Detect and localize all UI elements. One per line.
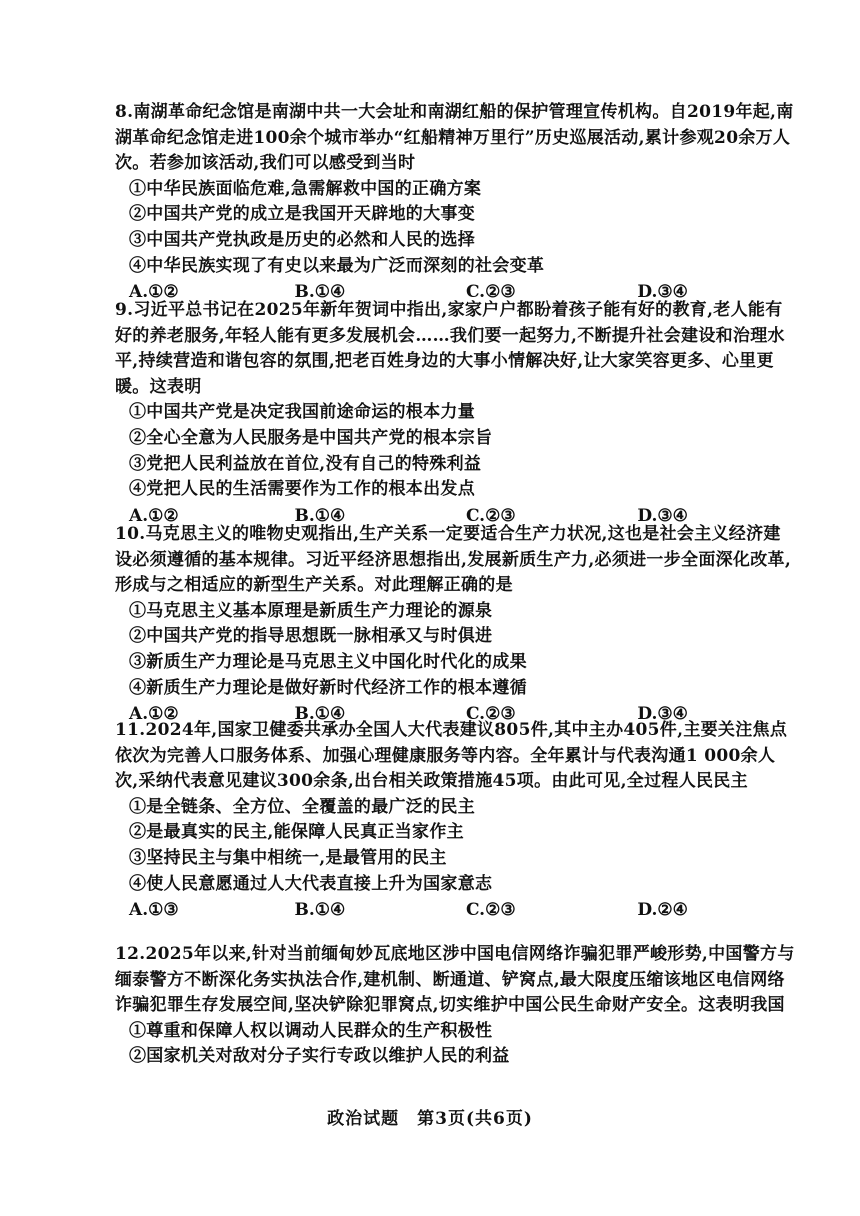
option-1: ①是全链条、全方位、全覆盖的最广泛的民主 xyxy=(129,796,475,817)
choice-d: D.②④ xyxy=(637,900,688,921)
question-10 xyxy=(115,522,795,727)
question-stem: 12.2025年以来,针对当前缅甸妙瓦底地区涉中国电信网络诈骗犯罪严峻形势,中国警方与缅泰警方不断深化务实执法合作,建机制、断通道、铲窝点,最大限度压缩该地区电信网络诈骗犯罪生存发展空间,坚决铲除犯罪窝点,切实维护中国公民生命财产安全。这表明我国 xyxy=(115,944,795,1016)
option-2: ②中国共产党的成立是我国开天辟地的大事变 xyxy=(129,204,475,225)
question-9 xyxy=(115,298,795,529)
choice-a: A.①③ xyxy=(129,900,179,921)
question-11 xyxy=(115,718,795,923)
choice-b: B.①④ xyxy=(294,900,346,921)
question-stem: 11.2024年,国家卫健委共承办全国人大代表建议805件,其中主办405件,主要关注焦点依次为完善人口服务体系、加强心理健康服务等内容。全年累计与代表沟通1 000余人次,采纳代表意见建议300余条,出台相关政策措施45项。由此可见,全过程人民民主 xyxy=(115,720,788,792)
question-12 xyxy=(115,942,795,1070)
option-4: ④新质生产力理论是做好新时代经济工作的根本遵循 xyxy=(129,677,527,698)
option-2: ②全心全意为人民服务是中国共产党的根本宗旨 xyxy=(129,427,493,448)
choice-d: D.③④ xyxy=(637,282,688,303)
choice-c: C.②③ xyxy=(465,900,516,921)
option-1: ①马克思主义基本原理是新质生产力理论的源泉 xyxy=(129,600,493,621)
choice-c: C.②③ xyxy=(465,704,516,725)
option-2: ②中国共产党的指导思想既一脉相承又与时俱进 xyxy=(129,626,493,647)
choice-a: A.①② xyxy=(129,282,179,303)
choice-b: B.①④ xyxy=(294,505,346,526)
option-4: ④中华民族实现了有史以来最为广泛而深刻的社会变革 xyxy=(129,255,545,276)
question-stem: 8.南湖革命纪念馆是南湖中共一大会址和南湖红船的保护管理宣传机构。自2019年起,南湖革命纪念馆走进100余个城市举办“红船精神万里行”历史巡展活动,累计参观20余万人次。若参加该活动,我们可以感受到当时 xyxy=(115,102,794,174)
option-2: ②国家机关对敌对分子实行专政以维护人民的利益 xyxy=(129,1046,510,1067)
choice-a: A.①② xyxy=(129,704,179,725)
option-1: ①中国共产党是决定我国前途命运的根本力量 xyxy=(129,402,475,423)
choice-d: D.③④ xyxy=(637,505,688,526)
option-4: ④党把人民的生活需要作为工作的根本出发点 xyxy=(129,479,475,500)
option-3: ③新质生产力理论是马克思主义中国化时代化的成果 xyxy=(129,651,527,672)
option-2: ②是最真实的民主,能保障人民真正当家作主 xyxy=(129,822,464,843)
question-stem: 10.马克思主义的唯物史观指出,生产关系一定要适合生产力状况,这也是社会主义经济建设必须遵循的基本规律。习近平经济思想指出,发展新质生产力,必须进一步全面深化改革,形成与之相适应的新型生产关系。对此理解正确的是 xyxy=(115,524,792,596)
option-3: ③中国共产党执政是历史的必然和人民的选择 xyxy=(129,229,475,250)
option-3: ③党把人民利益放在首位,没有自己的特殊利益 xyxy=(129,453,482,474)
question-stem: 9.习近平总书记在2025年新年贺词中指出,家家户户都盼着孩子能有好的教育,老人能有好的养老服务,年轻人能有更多发展机会……我们要一起努力,不断提升社会建设和治理水平,持续营造和谐包容的氛围,把老百姓身边的大事小情解决好,让大家笑容更多、心里更暖。这表明 xyxy=(115,300,785,397)
choice-b: B.①④ xyxy=(294,282,346,303)
choice-a: A.①② xyxy=(129,505,179,526)
choice-b: B.①④ xyxy=(294,704,346,725)
option-3: ③坚持民主与集中相统一,是最管用的民主 xyxy=(129,847,447,868)
option-4: ④使人民意愿通过人大代表直接上升为国家意志 xyxy=(129,873,493,894)
choice-c: C.②③ xyxy=(465,505,516,526)
option-1: ①中华民族面临危难,急需解救中国的正确方案 xyxy=(129,178,482,199)
choice-d: D.③④ xyxy=(637,704,688,725)
question-8 xyxy=(115,100,795,305)
page-footer: 政治试题 第3页(共6页) xyxy=(327,1109,533,1129)
choice-c: C.②③ xyxy=(465,282,516,303)
option-1: ①尊重和保障人权以调动人民群众的生产积极性 xyxy=(129,1020,493,1041)
answer-choices xyxy=(115,897,795,923)
